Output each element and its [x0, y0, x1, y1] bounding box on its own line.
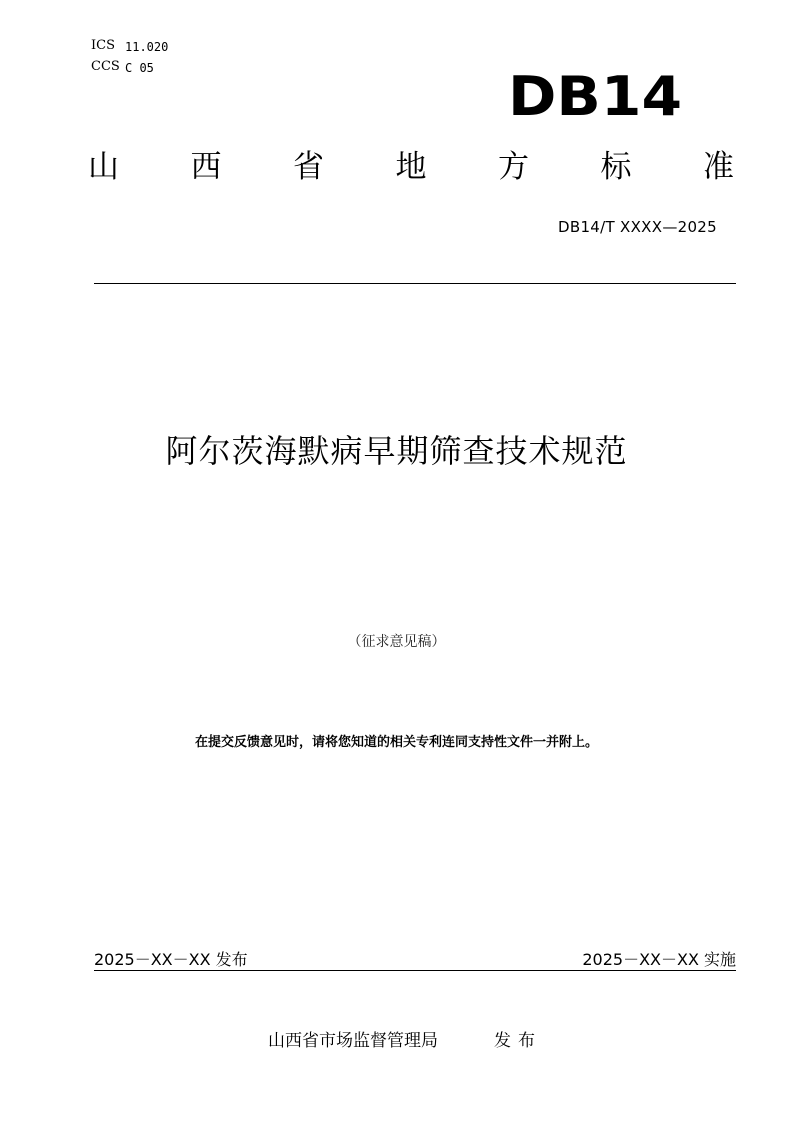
standard-type-heading	[88, 149, 734, 185]
standard-type-char: 准	[703, 149, 734, 185]
issuer-name: 山西省市场监督管理局	[268, 1031, 438, 1051]
standard-logo: DB14	[508, 65, 683, 128]
standard-type-char: 西	[190, 149, 222, 185]
standard-type-char: 山	[88, 149, 119, 185]
standard-code: DB14/T XXXX—2025	[558, 218, 717, 236]
ccs-value: C 05	[125, 61, 154, 75]
issue-date: 2025－XX－XX 发布	[94, 950, 248, 969]
implementation-date: 2025－XX－XX 实施	[582, 950, 736, 969]
ccs-label: CCS	[91, 59, 120, 74]
standard-type-char: 方	[498, 149, 529, 185]
standard-type-char: 地	[395, 149, 427, 185]
draft-note: （征求意见稿）	[347, 634, 446, 650]
header-divider	[94, 283, 736, 284]
ics-label: ICS	[91, 38, 115, 53]
standard-type-char: 标	[600, 149, 632, 185]
ics-value: 11.020	[125, 40, 169, 54]
standard-type-char: 省	[293, 149, 324, 185]
patent-note: 在提交反馈意见时，请将您知道的相关专利连同支持性文件一并附上。	[194, 735, 598, 750]
document-title: 阿尔茨海默病早期筛查技术规范	[165, 432, 628, 470]
footer-divider	[94, 970, 736, 971]
issuer-action: 发布	[494, 1031, 542, 1051]
